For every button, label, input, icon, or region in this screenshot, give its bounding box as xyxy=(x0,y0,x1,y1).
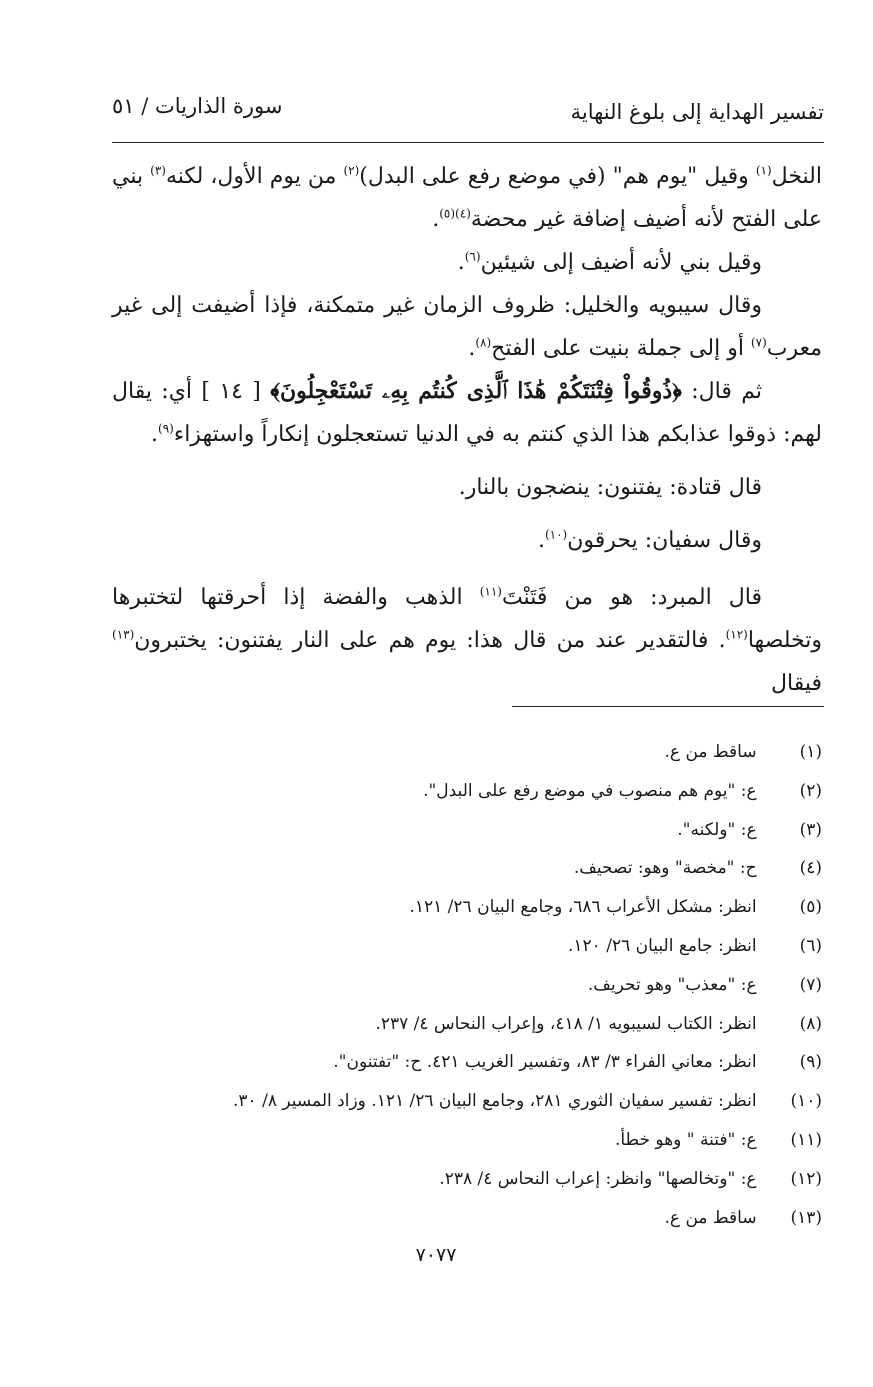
footnote-ref: (٤)(٥) xyxy=(439,206,471,221)
footnote-number: (٤) xyxy=(799,858,822,879)
paragraph-7: قال المبرد: هو من فَتَنْتَ$^{(١١)}$ الذهب والفضة إذا أحرقتها لتختبرها وتخلصها$^{(١٢)}$. فالتقدير عند من قال هذا: يوم هم على النار يفتنون: يختبرون$^{(١٣)}$ فيقال xyxy=(112,584,822,696)
footnote-ref: (١١) xyxy=(479,584,502,599)
footnote-text: ساقط من ع. xyxy=(664,1207,757,1228)
footnote-item xyxy=(112,772,822,811)
footnote-text: ح: "مخصة" وهو: تصحيف. xyxy=(573,858,757,879)
main-text xyxy=(112,155,822,705)
footnote-number: (٣) xyxy=(799,819,822,840)
footnote-text: ع: "معذب" وهو تحريف. xyxy=(587,974,757,995)
page-number: ٧٠٧٧ xyxy=(415,1244,457,1266)
footnote-number: (١٣) xyxy=(790,1207,822,1228)
paragraph-2: وقيل بني لأنه أضيف إلى شيئين$^{(٦)}$. xyxy=(457,249,762,275)
footnote-number: (١٠) xyxy=(790,1091,822,1112)
paragraph-5: قال قتادة: يفتنون: ينضجون بالنار. xyxy=(458,475,762,500)
footnote-divider xyxy=(512,706,824,707)
footnote-text: ع: "يوم هم منصوب في موضع رفع على البدل". xyxy=(423,780,757,801)
footnote-ref: (١٠) xyxy=(544,527,568,542)
footnote-number: (٥) xyxy=(799,897,822,918)
footnote-number: (٦) xyxy=(799,935,822,956)
footnote-text: انظر: تفسير سفيان الثوري ٢٨١، وجامع البيان ٢٦/ ١٢١. وزاد المسير ٨/ ٣٠. xyxy=(233,1091,757,1112)
footnote-ref: (١٣) xyxy=(112,627,135,642)
page-header xyxy=(112,94,824,134)
footnote-item xyxy=(112,888,822,927)
header-divider xyxy=(112,142,824,143)
footnote-text: ع: "ولكنه". xyxy=(677,819,757,840)
footnote-number: (٧) xyxy=(799,974,822,995)
footnote-number: (٨) xyxy=(799,1013,822,1034)
footnote-ref: (٨) xyxy=(475,335,492,350)
footnote-number: (١) xyxy=(799,742,822,762)
footnote-text: انظر: مشكل الأعراب ٦٨٦، وجامع البيان ٢٦/ ١٢١. xyxy=(409,897,757,918)
paragraph-4: ثم قال: ﴿ذُوقُواْ فِتْنَتَكُمْ هَٰذَا ٱلَّذِى كُنتُم بِهِۦ تَسْتَعْجِلُونَ﴾ [ ١٤ ] أي: يقال لهم: ذوقوا عذابكم هذا الذي كنتم به في الدنيا تستعجلون إنكاراً واستهزاء$^{(٩)}$. xyxy=(112,378,822,447)
footnote-item xyxy=(112,733,822,772)
footnote-text: انظر: معاني الفراء ٣/ ٨٣، وتفسير الغريب ٤٢١. ح: "تفتنون". xyxy=(333,1052,757,1073)
footnote-ref: (١٢) xyxy=(725,627,748,642)
footnote-item xyxy=(112,811,822,850)
footnote-item xyxy=(112,1043,822,1082)
footnote-text: انظر: جامع البيان ٢٦/ ١٢٠. xyxy=(567,935,757,956)
paragraph-1: النخل$^{(١)}$ وقيل "يوم هم" (في موضع رفع على البدل)$^{(٢)}$ من يوم الأول، لكنه$^{(٣)}$ بني على الفتح لأنه أضيف إضافة غير محضة$^{(٤)(٥)}$. xyxy=(112,163,822,232)
surah-page-label: سورة الذاريات / ٥١ xyxy=(112,94,283,118)
footnote-item xyxy=(112,1121,822,1160)
book-title: تفسير الهداية إلى بلوغ النهاية xyxy=(570,100,824,124)
footnote-ref: (١) xyxy=(755,163,772,178)
footnote-text: ع: "وتخالصها" وانظر: إعراب النحاس ٤/ ٢٣٨. xyxy=(439,1168,757,1189)
paragraph-3: وقال سيبويه والخليل: ظروف الزمان غير متمكنة، فإذا أضيفت إلى غير معرب$^{(٧)}$ أو إلى جملة بنيت على الفتح$^{(٨)}$. xyxy=(112,293,822,361)
quran-verse: ﴿ذُوقُواْ فِتْنَتَكُمْ هَٰذَا ٱلَّذِى كُنتُم بِهِۦ تَسْتَعْجِلُونَ﴾ xyxy=(270,378,682,404)
footnote-item xyxy=(112,1082,822,1121)
footnote-ref: (٣) xyxy=(150,163,166,178)
footnote-text: ساقط من ع. xyxy=(664,742,757,762)
footnote-ref: (٦) xyxy=(464,249,481,264)
footnote-item xyxy=(112,966,822,1005)
footnote-ref: (٢) xyxy=(343,163,360,178)
footnote-text: انظر: الكتاب لسيبويه ١/ ٤١٨، وإعراب النحاس ٤/ ٢٣٧. xyxy=(375,1013,757,1034)
footnote-number: (٩) xyxy=(799,1052,822,1073)
footnote-item xyxy=(112,1005,822,1044)
footnote-item xyxy=(112,1199,822,1238)
footnote-number: (١٢) xyxy=(790,1168,822,1189)
footnotes xyxy=(112,733,822,1237)
footnote-text: ع: "فتنة " وهو خطأ. xyxy=(614,1129,757,1150)
footnote-number: (٢) xyxy=(799,780,822,801)
footnote-item xyxy=(112,1160,822,1199)
footnote-item xyxy=(112,927,822,966)
footnote-ref: (٧) xyxy=(750,335,767,350)
footnote-number: (١١) xyxy=(790,1129,822,1150)
footnote-item xyxy=(112,849,822,888)
footnote-ref: (٩) xyxy=(158,421,174,436)
paragraph-6: وقال سفيان: يحرقون$^{(١٠)}$. xyxy=(537,527,762,553)
